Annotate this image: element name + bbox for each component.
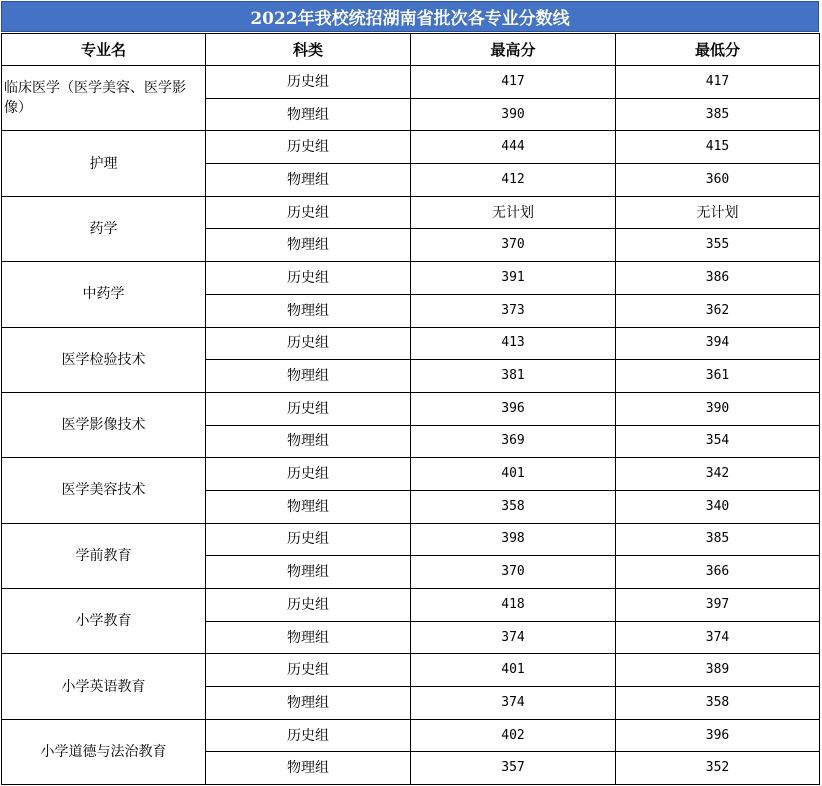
major-name-cell: 学前教育 — [2, 523, 206, 588]
min-score-cell: 396 — [616, 719, 820, 752]
max-score-cell: 413 — [411, 327, 616, 360]
header-min-score: 最低分 — [616, 34, 820, 66]
major-name-cell: 护理 — [2, 131, 206, 196]
min-score-cell: 340 — [616, 490, 820, 523]
header-row — [2, 34, 820, 66]
subject-cell: 物理组 — [206, 687, 411, 720]
major-name-cell: 中药学 — [2, 262, 206, 327]
min-score-cell: 360 — [616, 164, 820, 197]
subject-cell: 历史组 — [206, 392, 411, 425]
max-score-cell: 374 — [411, 621, 616, 654]
min-score-cell: 394 — [616, 327, 820, 360]
max-score-cell: 391 — [411, 262, 616, 295]
table-row — [2, 458, 820, 491]
subject-cell: 历史组 — [206, 262, 411, 295]
max-score-cell: 370 — [411, 556, 616, 589]
subject-cell: 物理组 — [206, 164, 411, 197]
subject-cell: 历史组 — [206, 131, 411, 164]
table-row — [2, 66, 820, 99]
min-score-cell: 374 — [616, 621, 820, 654]
min-score-cell: 386 — [616, 262, 820, 295]
subject-cell: 历史组 — [206, 327, 411, 360]
subject-cell: 物理组 — [206, 556, 411, 589]
subject-cell: 历史组 — [206, 719, 411, 752]
subject-cell: 历史组 — [206, 458, 411, 491]
major-name-cell: 医学影像技术 — [2, 392, 206, 457]
subject-cell: 物理组 — [206, 98, 411, 131]
major-name-cell: 小学道德与法治教育 — [2, 719, 206, 784]
max-score-cell: 401 — [411, 654, 616, 687]
min-score-cell: 361 — [616, 360, 820, 393]
subject-cell: 历史组 — [206, 654, 411, 687]
max-score-cell: 373 — [411, 294, 616, 327]
max-score-cell: 396 — [411, 392, 616, 425]
min-score-cell: 385 — [616, 523, 820, 556]
major-name-cell: 医学检验技术 — [2, 327, 206, 392]
max-score-cell: 370 — [411, 229, 616, 262]
min-score-cell: 362 — [616, 294, 820, 327]
min-score-cell: 366 — [616, 556, 820, 589]
min-score-cell: 352 — [616, 752, 820, 785]
max-score-cell: 417 — [411, 66, 616, 99]
max-score-cell: 418 — [411, 589, 616, 622]
table-body — [2, 66, 820, 785]
max-score-cell: 358 — [411, 490, 616, 523]
min-score-cell: 417 — [616, 66, 820, 99]
table-row — [2, 262, 820, 295]
subject-cell: 物理组 — [206, 490, 411, 523]
min-score-cell: 389 — [616, 654, 820, 687]
max-score-cell: 381 — [411, 360, 616, 393]
subject-cell: 物理组 — [206, 425, 411, 458]
max-score-cell: 374 — [411, 687, 616, 720]
subject-cell: 物理组 — [206, 229, 411, 262]
max-score-cell: 390 — [411, 98, 616, 131]
max-score-cell: 无计划 — [411, 196, 616, 229]
table-row — [2, 589, 820, 622]
major-name-cell: 小学教育 — [2, 589, 206, 654]
subject-cell: 历史组 — [206, 66, 411, 99]
min-score-cell: 358 — [616, 687, 820, 720]
max-score-cell: 369 — [411, 425, 616, 458]
max-score-cell: 357 — [411, 752, 616, 785]
min-score-cell: 415 — [616, 131, 820, 164]
min-score-cell: 385 — [616, 98, 820, 131]
table-row — [2, 719, 820, 752]
major-name-cell: 医学美容技术 — [2, 458, 206, 523]
table-row — [2, 523, 820, 556]
table-row — [2, 327, 820, 360]
max-score-cell: 444 — [411, 131, 616, 164]
min-score-cell: 355 — [616, 229, 820, 262]
subject-cell: 历史组 — [206, 523, 411, 556]
header-major: 专业名 — [2, 34, 206, 66]
max-score-cell: 401 — [411, 458, 616, 491]
table-row — [2, 131, 820, 164]
max-score-cell: 402 — [411, 719, 616, 752]
min-score-cell: 390 — [616, 392, 820, 425]
table-row — [2, 392, 820, 425]
subject-cell: 历史组 — [206, 196, 411, 229]
subject-cell: 物理组 — [206, 294, 411, 327]
min-score-cell: 397 — [616, 589, 820, 622]
table-title: 2022年我校统招湖南省批次各专业分数线 — [1, 1, 819, 32]
subject-cell: 物理组 — [206, 621, 411, 654]
min-score-cell: 354 — [616, 425, 820, 458]
major-name-cell: 药学 — [2, 196, 206, 261]
major-name-cell: 临床医学（医学美容、医学影像） — [2, 66, 206, 131]
min-score-cell: 无计划 — [616, 196, 820, 229]
table-row — [2, 196, 820, 229]
major-name-cell: 小学英语教育 — [2, 654, 206, 719]
header-subject: 科类 — [206, 34, 411, 66]
table-row — [2, 654, 820, 687]
score-table — [1, 33, 820, 785]
header-max-score: 最高分 — [411, 34, 616, 66]
max-score-cell: 398 — [411, 523, 616, 556]
subject-cell: 物理组 — [206, 752, 411, 785]
subject-cell: 历史组 — [206, 589, 411, 622]
subject-cell: 物理组 — [206, 360, 411, 393]
min-score-cell: 342 — [616, 458, 820, 491]
max-score-cell: 412 — [411, 164, 616, 197]
